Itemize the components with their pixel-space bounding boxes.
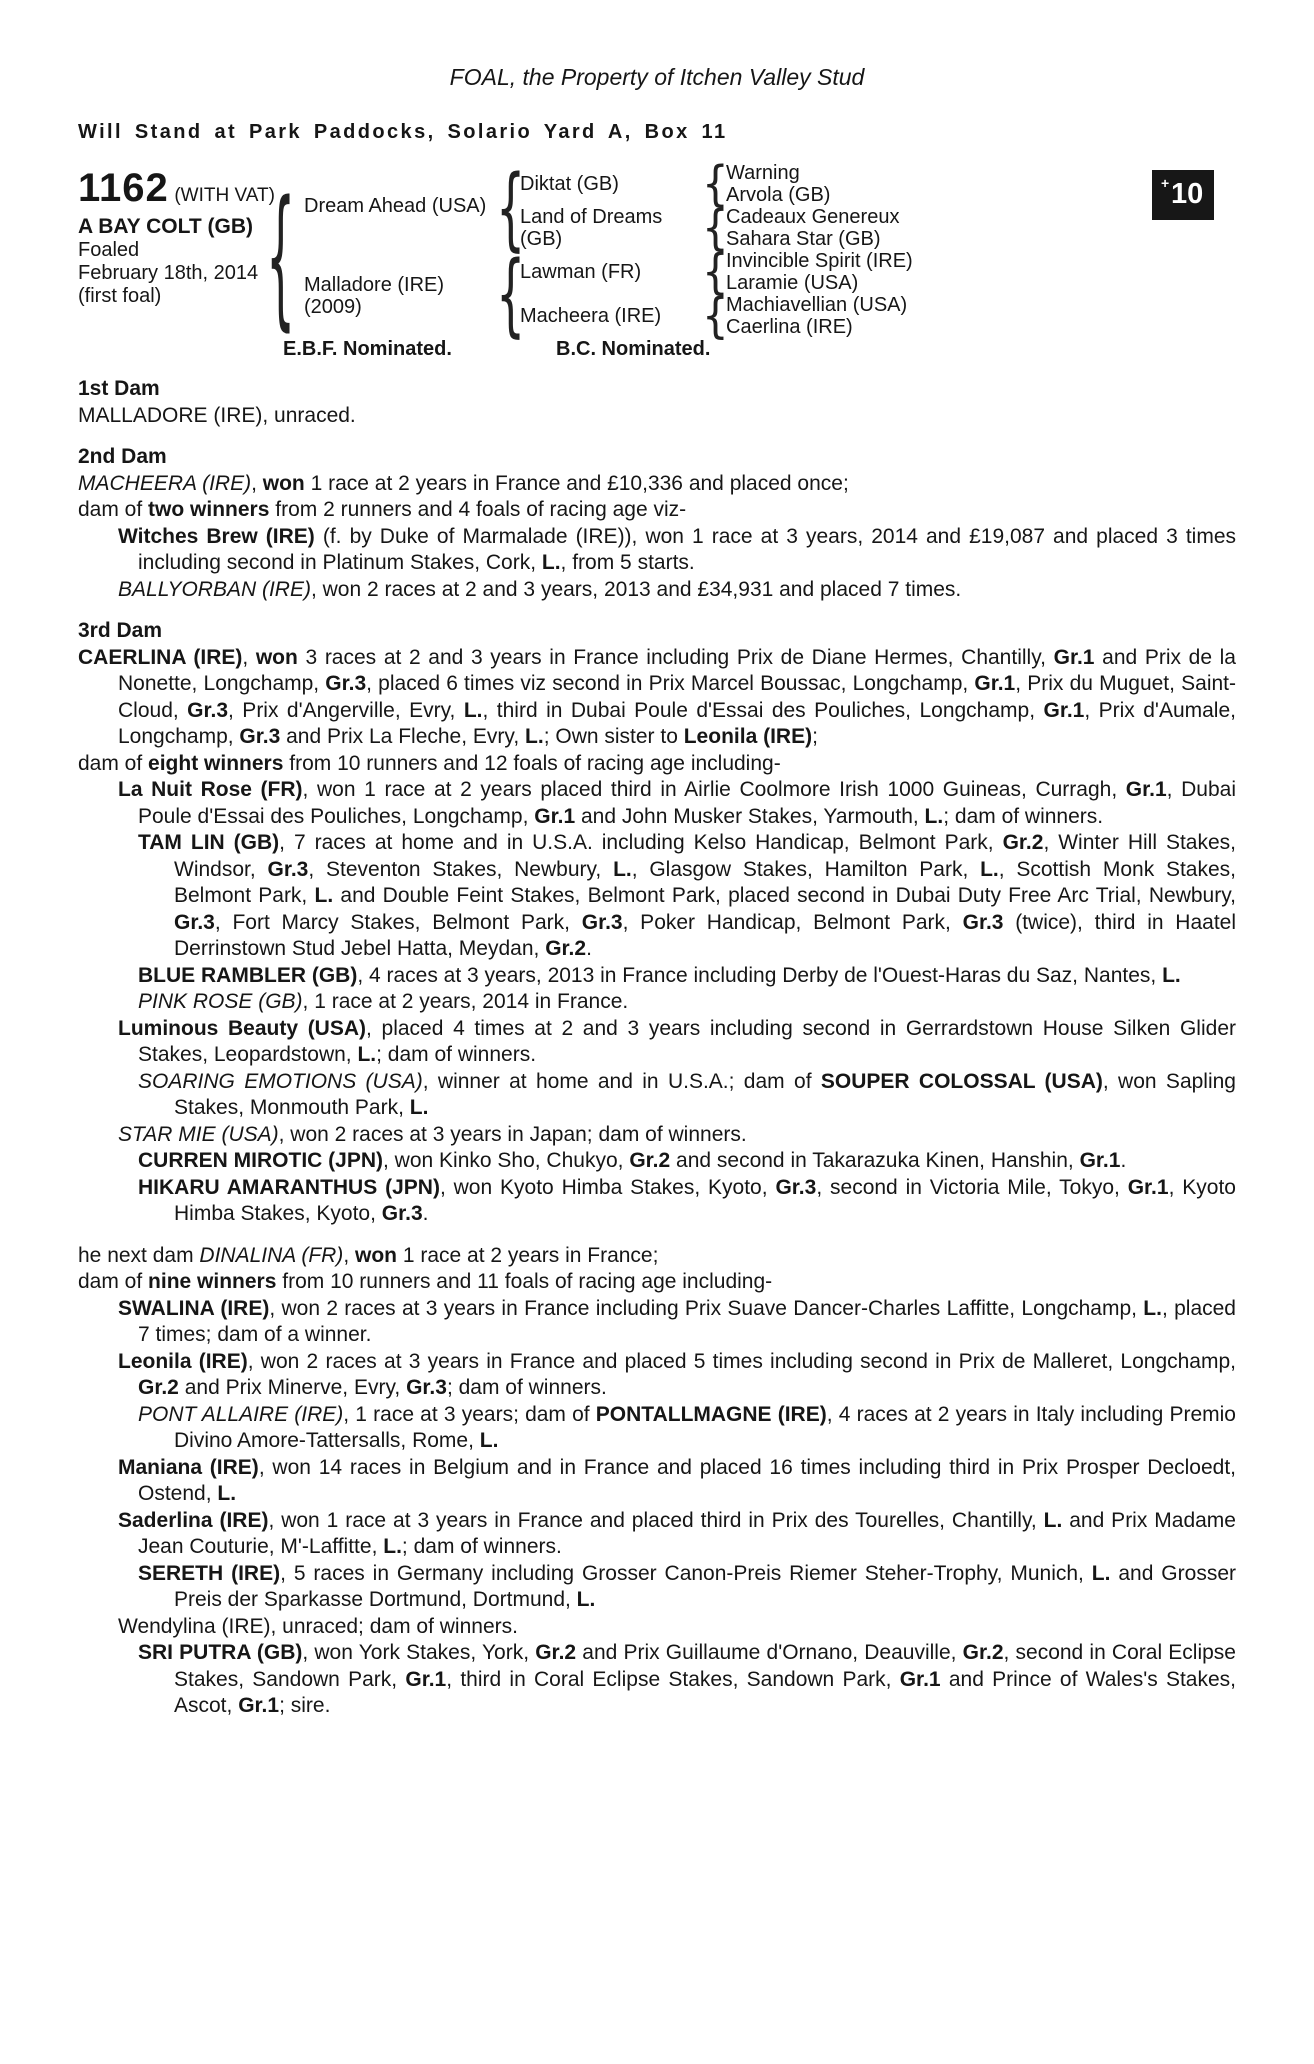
text-segment: L.: [314, 884, 334, 907]
pedigree-table: [78, 155, 1236, 362]
pedigree-paragraph: [78, 1148, 1236, 1175]
text-segment: MACHEERA (IRE): [78, 471, 252, 495]
text-segment: 1 race at 2 years in France;: [396, 1243, 659, 1267]
lot-first-foal-note: (first foal): [78, 285, 162, 307]
pedigree-paragraph: [78, 963, 1236, 990]
text-segment: , Steventon Stakes, Newbury,: [308, 857, 614, 881]
text-segment: and Double Feint Stakes, Belmont Park, placed second in Dubai Duty Free Arc Trial, Newbury,: [333, 884, 1236, 907]
text-segment: SERETH (IRE): [138, 1561, 281, 1585]
text-segment: Gr.1: [899, 1667, 941, 1691]
dam-section: [78, 376, 1236, 429]
lot-block: [78, 166, 278, 308]
text-segment: Gr.2: [138, 1376, 179, 1399]
dam-dam-name: Macheera (IRE): [520, 305, 662, 327]
text-segment: , placed 4 times at 2 and 3 years including second in Gerrardstown House Silken Glider Stakes, Leopardstown,: [138, 1016, 1236, 1066]
bc-nomination: B.C. Nominated.: [556, 338, 711, 360]
pedigree-paragraph: [78, 1122, 1236, 1149]
text-segment: L.: [525, 725, 544, 748]
dam-section: [78, 1243, 1236, 1720]
dam-section: [78, 618, 1236, 1228]
text-segment: .: [422, 1202, 429, 1225]
text-segment: , third in Coral Eclipse Stakes, Sandown Park,: [446, 1667, 900, 1691]
text-segment: Gr.3: [406, 1376, 447, 1399]
sire-dam-name: Land of Dreams (GB): [520, 206, 663, 250]
text-segment: and Prix Madame Jean Couturie, M'-Laffitte,: [138, 1508, 1236, 1558]
pedigree-paragraph: [78, 577, 1236, 604]
text-segment: Gr.1: [974, 672, 1016, 695]
text-segment: , placed 7 times; dam of a winner.: [138, 1296, 1236, 1346]
text-segment: , won 2 races at 3 years in Japan; dam of winners.: [278, 1122, 747, 1146]
text-segment: Gr.3: [239, 725, 281, 748]
text-segment: ,: [343, 1243, 355, 1267]
text-segment: and Prix Minerve, Evry,: [178, 1376, 407, 1399]
text-segment: L.: [924, 804, 944, 828]
text-segment: MALLADORE (IRE), unraced.: [78, 403, 356, 427]
pedigree-brace-gen3-4: {: [702, 287, 729, 344]
text-segment: ; dam of winners.: [376, 1043, 537, 1066]
text-segment: L.: [217, 1482, 237, 1505]
property-title: FOAL, the Property of Itchen Valley Stud: [449, 64, 865, 90]
text-segment: won: [354, 1243, 397, 1267]
pedigree-paragraph: [78, 1561, 1236, 1614]
pedigree-paragraph: [78, 1243, 1236, 1270]
badge-plus-mark: +: [1161, 175, 1170, 191]
text-segment: , won 2 races at 3 years in France and placed 5 times including second in Prix de Malleret, Longchamp,: [247, 1349, 1236, 1373]
text-segment: SOUPER COLOSSAL (USA): [820, 1069, 1103, 1093]
text-segment: , 1 race at 3 years; dam of: [343, 1402, 596, 1426]
text-segment: , won 14 races in Belgium and in France and placed 16 times including third in Prix Prosper Decloedt, Ostend,: [138, 1455, 1236, 1505]
text-segment: Maniana (IRE): [118, 1455, 259, 1479]
text-segment: Gr.3: [381, 1202, 423, 1225]
text-segment: won: [255, 645, 298, 669]
text-segment: eight winners: [148, 751, 284, 775]
text-segment: L.: [613, 857, 632, 881]
dam-sire-name: Lawman (FR): [520, 261, 642, 283]
dam-name: Malladore (IRE): [304, 274, 445, 296]
text-segment: , from 5 starts.: [560, 551, 695, 574]
text-segment: dam of: [78, 1270, 149, 1293]
lot-number-line: [78, 166, 278, 211]
pedigree-paragraph: [78, 471, 1236, 498]
sire-sire-name: Diktat (GB): [520, 173, 619, 195]
text-segment: and second in Takarazuka Kinen, Hanshin,: [670, 1149, 1080, 1172]
text-segment: Gr.3: [174, 910, 215, 934]
stand-location-line: Will Stand at Park Paddocks, Solario Yard A, Box 11: [78, 121, 728, 143]
text-segment: L.: [541, 551, 561, 574]
text-segment: L.: [1043, 1508, 1063, 1532]
text-segment: , Fort Marcy Stakes, Belmont Park,: [214, 910, 582, 934]
dam-section-heading: 2nd Dam: [78, 445, 167, 468]
pedigree-paragraph: [78, 524, 1236, 577]
text-segment: Wendylina (IRE), unraced; dam of winners.: [118, 1614, 518, 1638]
text-segment: Gr.3: [325, 672, 367, 695]
text-segment: , 7 races at home and in U.S.A. including Kelso Handicap, Belmont Park,: [279, 831, 1003, 854]
pedigree-brace-gen3-1: {: [702, 155, 729, 212]
gen3-name: Machiavellian (USA): [726, 294, 908, 316]
text-segment: , won 1 race at 2 years placed third in Airlie Coolmore Irish 1000 Guineas, Curragh,: [302, 778, 1126, 801]
text-segment: from 10 runners and 12 foals of racing age including-: [283, 751, 781, 775]
text-segment: and John Musker Stakes, Yarmouth,: [575, 804, 925, 828]
pedigree-paragraph: [78, 1175, 1236, 1228]
pedigree-paragraph: [78, 1296, 1236, 1349]
pedigree-brace-gen3-2: {: [702, 199, 729, 256]
text-segment: Gr.3: [775, 1175, 817, 1199]
text-segment: PONT ALLAIRE (IRE): [138, 1402, 344, 1426]
text-segment: L.: [1143, 1296, 1162, 1320]
text-segment: Gr.2: [535, 1641, 577, 1664]
pedigree-brace-dam: {: [496, 241, 526, 347]
text-segment: L.: [383, 1535, 402, 1558]
text-segment: Gr.1: [405, 1667, 447, 1691]
text-segment: , Prix d'Angerville, Evry,: [228, 698, 464, 722]
text-segment: he next dam: [78, 1243, 200, 1267]
text-segment: Saderlina (IRE): [118, 1508, 269, 1532]
pedigree-paragraph: [78, 1455, 1236, 1508]
text-segment: La Nuit Rose (FR): [118, 778, 303, 801]
text-segment: , Glasgow Stakes, Hamilton Park,: [631, 857, 981, 881]
dam-section: [78, 444, 1236, 603]
text-segment: , won Kyoto Himba Stakes, Kyoto,: [439, 1175, 776, 1199]
text-segment: , Scottish Monk Stakes, Belmont Park,: [174, 857, 1237, 907]
text-segment: HIKARU AMARANTHUS (JPN): [138, 1175, 440, 1199]
text-segment: Gr.3: [962, 910, 1004, 934]
text-segment: , second in Victoria Mile, Tokyo,: [816, 1175, 1128, 1199]
text-segment: and Prix de la Nonette, Longchamp,: [118, 645, 1236, 695]
text-segment: DINALINA (FR): [199, 1243, 344, 1267]
gen3-name: Warning: [726, 162, 800, 184]
ebf-nomination: E.B.F. Nominated.: [283, 338, 452, 360]
text-segment: , Kyoto Himba Stakes, Kyoto,: [174, 1175, 1236, 1225]
text-segment: Leonila (IRE): [118, 1349, 248, 1373]
pedigree-paragraph: [78, 1402, 1236, 1455]
text-segment: , 1 race at 2 years, 2014 in France.: [302, 990, 629, 1013]
pedigree-paragraph: [78, 1614, 1236, 1641]
pedigree-paragraph: [78, 751, 1236, 778]
text-segment: STAR MIE (USA): [118, 1122, 279, 1146]
text-segment: ; dam of winners.: [446, 1376, 607, 1399]
text-segment: , won 1 race at 3 years in France and placed third in Prix des Tourelles, Chantilly,: [268, 1508, 1044, 1532]
text-segment: .: [586, 937, 592, 960]
text-segment: ;: [812, 725, 818, 748]
text-segment: Gr.2: [962, 1641, 1004, 1664]
text-segment: Gr.1: [1125, 778, 1167, 801]
text-segment: Gr.1: [1053, 645, 1095, 669]
pedigree-paragraph: [78, 777, 1236, 830]
text-segment: , 4 races at 3 years, 2013 in France including Derby de l'Ouest-Haras du Saz, Nantes,: [357, 963, 1163, 987]
sire-name: Dream Ahead (USA): [304, 195, 487, 217]
text-segment: dam of: [78, 498, 149, 521]
text-segment: L.: [1162, 963, 1181, 987]
text-segment: 3 races at 2 and 3 years in France including Prix de Diane Hermes, Chantilly,: [297, 645, 1054, 669]
text-segment: PONTALLMAGNE (IRE): [595, 1402, 827, 1426]
text-segment: CURREN MIROTIC (JPN): [138, 1149, 383, 1172]
text-segment: L.: [980, 857, 999, 881]
text-segment: , Winter Hill Stakes, Windsor,: [174, 831, 1236, 881]
text-segment: Leonila (IRE): [683, 725, 813, 748]
text-segment: Gr.1: [534, 804, 576, 828]
gen3-name: Arvola (GB): [726, 184, 831, 206]
gen3-name: Sahara Star (GB): [726, 228, 881, 250]
text-segment: Gr.1: [1043, 698, 1085, 722]
text-segment: TAM LIN (GB): [138, 831, 280, 854]
dam-year: (2009): [304, 296, 362, 318]
text-segment: , Dubai Poule d'Essai des Pouliches, Longchamp,: [138, 778, 1236, 828]
pedigree-paragraph: [78, 497, 1236, 524]
pedigree-text: [78, 376, 1236, 1720]
text-segment: , won Kinko Sho, Chukyo,: [383, 1149, 630, 1172]
text-segment: , second in Coral Eclipse Stakes, Sandown Park,: [174, 1641, 1236, 1691]
gen3-name: Invincible Spirit (IRE): [726, 250, 913, 272]
text-segment: , 5 races in Germany including Grosser Canon-Preis Riemer Steher-Trophy, Munich,: [280, 1561, 1092, 1585]
text-segment: SRI PUTRA (GB): [138, 1641, 303, 1664]
text-segment: and Grosser Preis der Sparkasse Dortmund, Dortmund,: [174, 1561, 1236, 1611]
text-segment: L.: [409, 1096, 429, 1119]
gen3-name: Cadeaux Genereux: [726, 206, 900, 228]
text-segment: from 2 runners and 4 foals of racing age viz-: [269, 498, 687, 521]
text-segment: , third in Dubai Poule d'Essai des Pouliches, Longchamp,: [482, 698, 1044, 722]
text-segment: ; dam of winners.: [401, 1535, 562, 1558]
catalogue-page: [0, 64, 1314, 1720]
text-segment: from 10 runners and 11 foals of racing age including-: [276, 1270, 773, 1293]
text-segment: BLUE RAMBLER (GB): [138, 963, 358, 987]
pedigree-paragraph: [78, 1069, 1236, 1122]
text-segment: Gr.1: [1079, 1149, 1121, 1172]
text-segment: Gr.3: [187, 698, 229, 722]
lot-description: A BAY COLT (GB): [78, 215, 254, 238]
pedigree-paragraph: [78, 1508, 1236, 1561]
lot-foaled-label: Foaled: [78, 239, 140, 261]
lot-vat-note: (WITH VAT): [174, 185, 275, 206]
text-segment: , Prix d'Aumale, Longchamp,: [118, 698, 1236, 748]
pedigree-paragraph: [78, 830, 1236, 963]
lot-number: 1162: [78, 166, 169, 210]
text-segment: Gr.2: [1002, 831, 1044, 854]
text-segment: , won Sapling Stakes, Monmouth Park,: [174, 1069, 1236, 1119]
gen3-name: Laramie (USA): [726, 272, 859, 294]
text-segment: ,: [251, 471, 263, 495]
text-segment: L.: [1091, 1561, 1111, 1585]
text-segment: Luminous Beauty (USA): [118, 1016, 367, 1040]
dam-section-heading: 1st Dam: [78, 377, 160, 400]
dam-section-heading: 3rd Dam: [78, 619, 163, 642]
pedigree-paragraph: [78, 989, 1236, 1016]
pedigree-brace-gen3-3: {: [702, 243, 729, 300]
text-segment: Gr.3: [267, 857, 309, 881]
text-segment: L.: [479, 1429, 499, 1452]
text-segment: two winners: [148, 498, 270, 521]
text-segment: PINK ROSE (GB): [138, 990, 303, 1013]
text-segment: and Prix Guillaume d'Ornano, Deauville,: [576, 1641, 963, 1664]
text-segment: won: [262, 471, 305, 495]
text-segment: dam of: [78, 751, 149, 775]
text-segment: and Prince of Wales's Stakes, Ascot,: [174, 1667, 1237, 1717]
text-segment: , won York Stakes, York,: [302, 1641, 536, 1664]
text-segment: , Prix du Muguet, Saint-Cloud,: [118, 672, 1236, 722]
pedigree-paragraph: [78, 403, 1236, 430]
text-segment: , won 2 races at 2 and 3 years, 2013 and £34,931 and placed 7 times.: [310, 577, 962, 601]
text-segment: ; Own sister to: [543, 725, 684, 748]
text-segment: L.: [576, 1588, 596, 1611]
text-segment: SWALINA (IRE): [118, 1296, 270, 1320]
text-segment: , placed 6 times viz second in Prix Marcel Boussac, Longchamp,: [366, 672, 975, 695]
text-segment: L.: [357, 1043, 377, 1066]
text-segment: and Prix La Fleche, Evry,: [280, 725, 526, 748]
text-segment: ,: [242, 645, 256, 669]
text-segment: 1 race at 2 years in France and £10,336 and placed once;: [304, 471, 849, 495]
pedigree-paragraph: [78, 645, 1236, 751]
lot-foaled-date: February 18th, 2014: [78, 262, 259, 284]
text-segment: ; sire.: [279, 1694, 331, 1717]
text-segment: (twice), third in Haatel Derrinstown Stud Jebel Hatta, Meydan,: [174, 910, 1236, 960]
text-segment: Gr.1: [238, 1694, 280, 1717]
text-segment: , 4 races at 2 years in Italy including Premio Divino Amore-Tattersalls, Rome,: [174, 1402, 1236, 1452]
pedigree-paragraph: [78, 1349, 1236, 1402]
pedigree-brace-sire: {: [496, 155, 526, 261]
text-segment: L.: [463, 698, 483, 722]
text-segment: BALLYORBAN (IRE): [118, 577, 311, 601]
text-segment: SOARING EMOTIONS (USA): [138, 1069, 423, 1093]
text-segment: (f. by Duke of Marmalade (IRE)), won 1 race at 3 years, 2014 and £19,087 and placed 3 times including second in Platinum Stakes, Cork,: [138, 524, 1237, 574]
pedigree-paragraph: [78, 1016, 1236, 1069]
text-segment: , Poker Handicap, Belmont Park,: [622, 910, 963, 934]
text-segment: , won 2 races at 3 years in France including Prix Suave Dancer-Charles Laffitte, Longchamp,: [269, 1296, 1144, 1320]
badge-number: 10: [1171, 178, 1204, 210]
text-segment: nine winners: [148, 1270, 277, 1293]
text-segment: .: [1120, 1149, 1127, 1172]
text-segment: , winner at home and in U.S.A.; dam of: [422, 1069, 821, 1093]
text-segment: Gr.2: [545, 937, 587, 960]
text-segment: Witches Brew (IRE): [118, 524, 315, 548]
text-segment: Gr.1: [1127, 1175, 1169, 1199]
pedigree-brace-gen1: {: [266, 166, 296, 346]
text-segment: ; dam of winners.: [943, 804, 1104, 828]
pedigree-paragraph: [78, 1269, 1236, 1296]
text-segment: Gr.2: [629, 1149, 671, 1172]
pedigree-paragraph: [78, 1640, 1236, 1720]
text-segment: Gr.3: [581, 910, 623, 934]
text-segment: CAERLINA (IRE): [78, 645, 243, 669]
gen3-name: Caerlina (IRE): [726, 316, 853, 338]
